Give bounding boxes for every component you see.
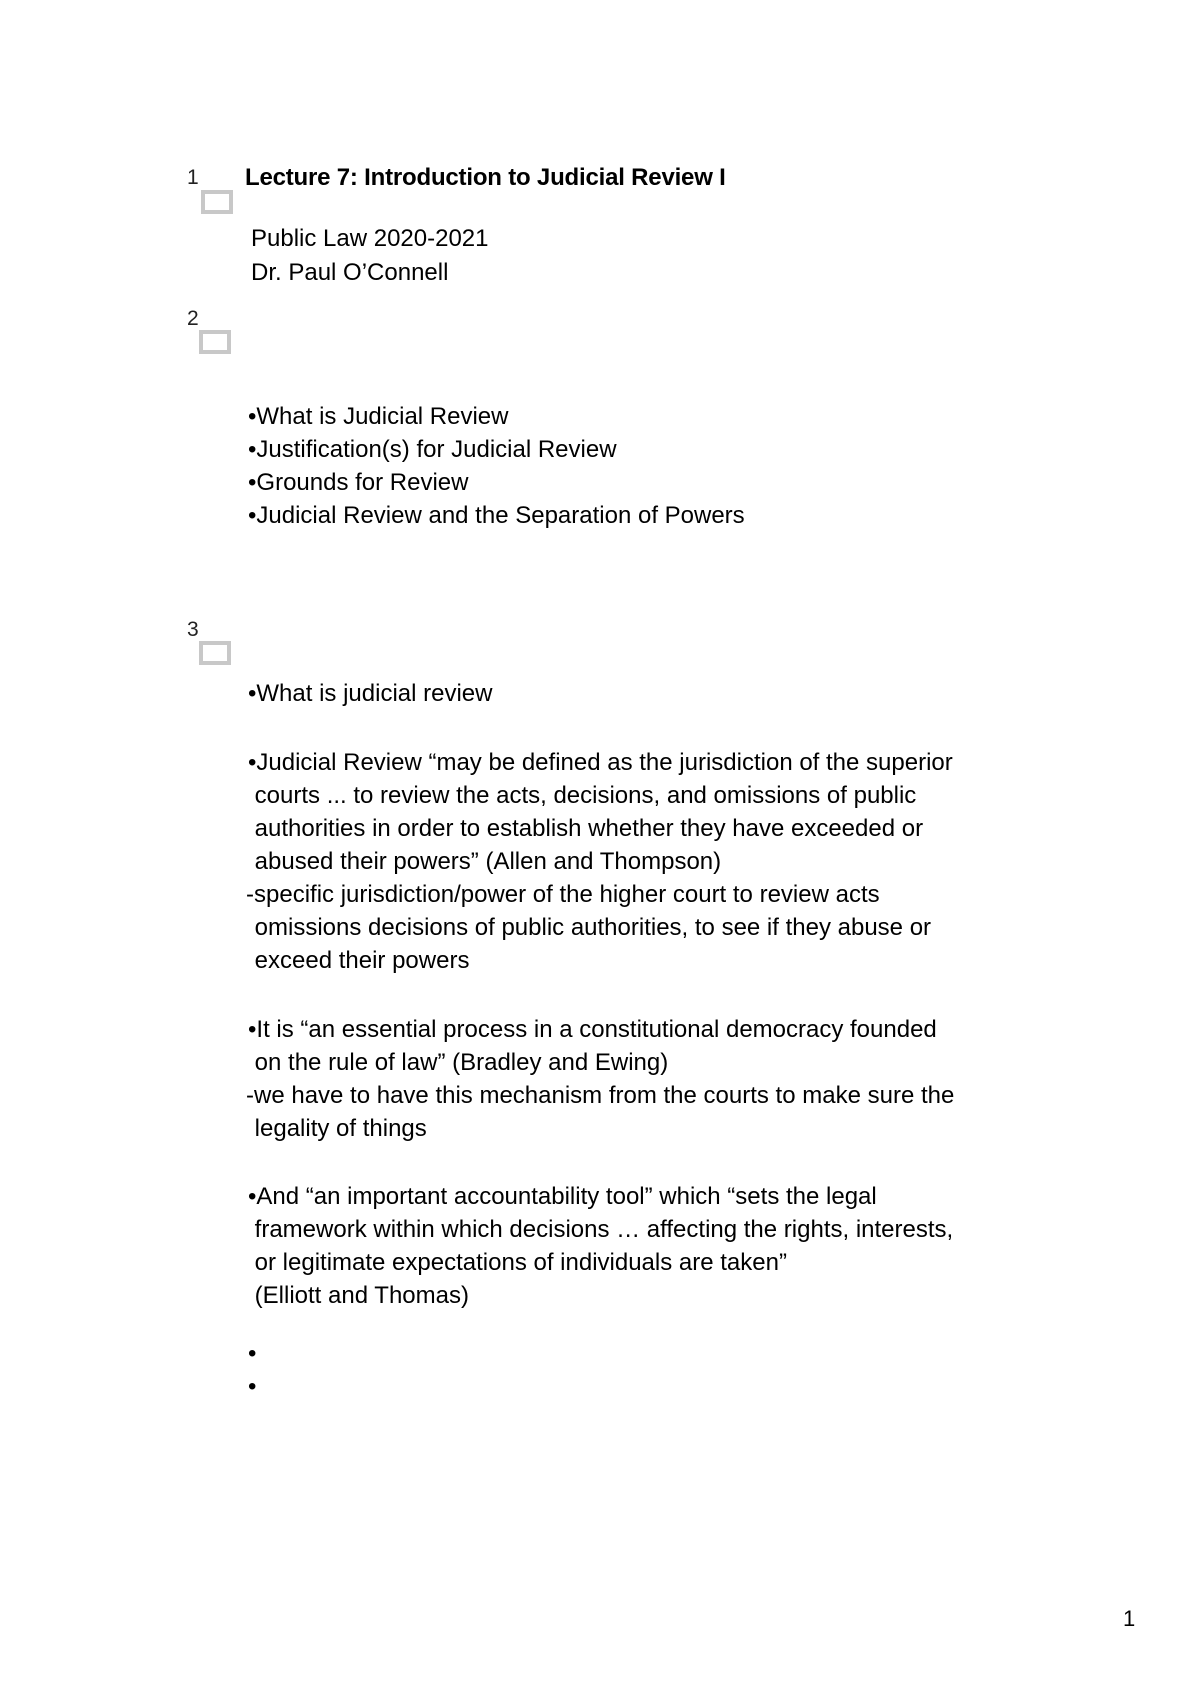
text-line: authorities in order to establish whether they have exceeded or xyxy=(248,815,924,842)
text-line: on the rule of law” (Bradley and Ewing) xyxy=(248,1049,669,1076)
course-name: Public Law 2020-2021 xyxy=(251,225,489,252)
slide-thumbnail-2[interactable] xyxy=(199,330,231,354)
text-line: or legitimate expectations of individuals are taken” xyxy=(248,1249,787,1276)
text-line: abused their powers” (Allen and Thompson) xyxy=(248,848,722,875)
text-line: courts ... to review the acts, decisions, and omissions of public xyxy=(248,782,917,809)
slide-2-outline xyxy=(248,400,745,532)
slide-number-1: 1 xyxy=(187,166,199,189)
slide-number-3: 3 xyxy=(187,618,199,641)
note-line: exceed their powers xyxy=(248,947,470,974)
text-line: •And “an important accountability tool” which “sets the legal xyxy=(248,1183,877,1210)
empty-bullet: • xyxy=(248,1373,257,1400)
slide-thumbnail-3[interactable] xyxy=(199,641,231,665)
lecture-title: Lecture 7: Introduction to Judicial Review I xyxy=(245,164,726,191)
empty-bullet: • xyxy=(248,1340,257,1367)
accountability-block xyxy=(248,1180,953,1312)
text-line: framework within which decisions … affecting the rights, interests, xyxy=(248,1216,954,1243)
note-line: -specific jurisdiction/power of the higher court to review acts xyxy=(246,881,880,908)
definition-block xyxy=(248,746,953,977)
outline-item: •What is Judicial Review xyxy=(248,403,509,430)
text-line: •It is “an essential process in a constitutional democracy founded xyxy=(248,1016,937,1043)
note-line: legality of things xyxy=(248,1115,427,1142)
outline-item: •Judicial Review and the Separation of Powers xyxy=(248,502,745,529)
text-line: (Elliott and Thomas) xyxy=(248,1282,469,1309)
process-block xyxy=(248,1013,954,1145)
page-number: 1 xyxy=(1123,1606,1136,1631)
outline-item: •Justification(s) for Judicial Review xyxy=(248,436,617,463)
slide-thumbnail-1[interactable] xyxy=(201,190,233,214)
slide-number-2: 2 xyxy=(187,307,199,330)
outline-item: •Grounds for Review xyxy=(248,469,469,496)
slide-3-heading: •What is judicial review xyxy=(248,680,493,707)
lecturer-name: Dr. Paul O’Connell xyxy=(251,259,449,286)
note-line: omissions decisions of public authorities, to see if they abuse or xyxy=(248,914,932,941)
text-line: •Judicial Review “may be defined as the jurisdiction of the superior xyxy=(248,749,953,776)
note-line: -we have to have this mechanism from the courts to make sure the xyxy=(246,1082,955,1109)
